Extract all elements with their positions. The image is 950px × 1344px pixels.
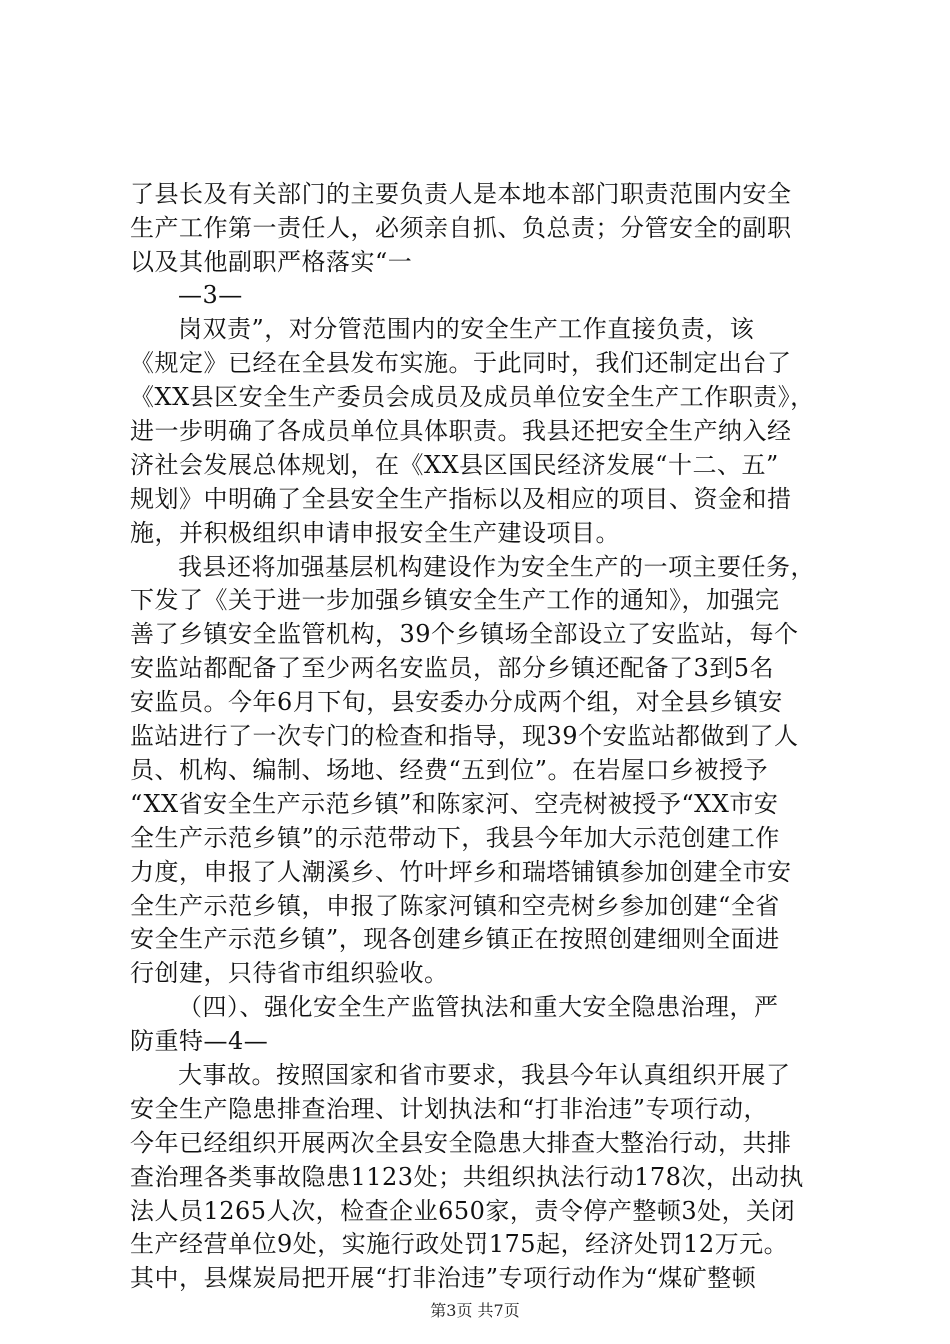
text-line: “XX省安全生产示范乡镇”和陈家河、空壳树被授予“XX市安 [130, 790, 779, 818]
text-line: 规划》中明确了全县安全生产指标以及相应的项目、资金和措 [130, 485, 792, 513]
text-line: 我县还将加强基层机构建设作为安全生产的一项主要任务， [178, 553, 815, 581]
text-line: 其中，县煤炭局把开展“打非治违”专项行动作为“煤矿整顿 [130, 1264, 757, 1292]
text-line: 了县长及有关部门的主要负责人是本地本部门职责范围内安全 [130, 180, 792, 208]
text-line: 行创建，只待省市组织验收。 [130, 959, 449, 987]
text-line: 下发了《关于进一步加强乡镇安全生产工作的通知》，加强完 [130, 586, 780, 614]
page-marker: —3— [178, 281, 243, 309]
text-line: 全生产示范乡镇”的示范带动下，我县今年加大示范创建工作 [130, 824, 780, 852]
text-line: 员、机构、编制、场地、经费“五到位”。在岩屋口乡被授予 [130, 756, 769, 784]
text-line: 法人员1265人次，检查企业650家，责令停产整顿3处，关闭 [130, 1197, 796, 1225]
text-line: 济社会发展总体规划，在《XX县区国民经济发展“十二、五” [130, 451, 779, 479]
text-line: 善了乡镇安全监管机构，39个乡镇场全部设立了安监站，每个 [130, 620, 799, 648]
text-line: 安全生产示范乡镇”，现各创建乡镇正在按照创建细则全面进 [130, 925, 780, 953]
text-line: 查治理各类事故隐患1123处；共组织执法行动178次，出动执 [130, 1163, 804, 1191]
text-line: 以及其他副职严格落实“一 [130, 248, 413, 276]
text-line: 力度，申报了人潮溪乡、竹叶坪乡和瑞塔铺镇参加创建全市安 [130, 858, 792, 886]
text-line: 防重特—4— [130, 1027, 269, 1055]
text-line: 安监员。今年6月下旬，县安委办分成两个组，对全县乡镇安 [130, 688, 783, 716]
text-line: 大事故。按照国家和省市要求，我县今年认真组织开展了 [178, 1061, 791, 1089]
text-line: 施，并积极组织申请申报安全生产建设项目。 [130, 519, 620, 547]
text-line: 今年已经组织开展两次全县安全隐患大排查大整治行动，共排 [130, 1129, 792, 1157]
page-number-footer: 第3页 共7页 [430, 1301, 520, 1320]
text-line: 生产经营单位9处，实施行政处罚175起，经济处罚12万元。 [130, 1230, 789, 1258]
text-line: 岗双责”，对分管范围内的安全生产工作直接负责，该 [178, 315, 755, 343]
text-line: 安监站都配备了至少两名安监员，部分乡镇还配备了3到5名 [130, 654, 775, 682]
text-line: 生产工作第一责任人，必须亲自抓、负总责；分管安全的副职 [130, 214, 792, 242]
text-line: 安全生产隐患排查治理、计划执法和“打非治违”专项行动， [130, 1095, 769, 1123]
text-line: 全生产示范乡镇，申报了陈家河镇和空壳树乡参加创建“全省 [130, 892, 780, 920]
text-line: 《XX县区安全生产委员会成员及成员单位安全生产工作职责》， [130, 383, 815, 411]
section-heading: （四）、强化安全生产监管执法和重大安全隐患治理，严 [178, 993, 779, 1021]
text-line: 进一步明确了各成员单位具体职责。我县还把安全生产纳入经 [130, 417, 792, 445]
text-line: 监站进行了一次专门的检查和指导，现39个安监站都做到了人 [130, 722, 799, 750]
text-line: 《规定》已经在全县发布实施。于此同时，我们还制定出台了 [130, 349, 792, 377]
